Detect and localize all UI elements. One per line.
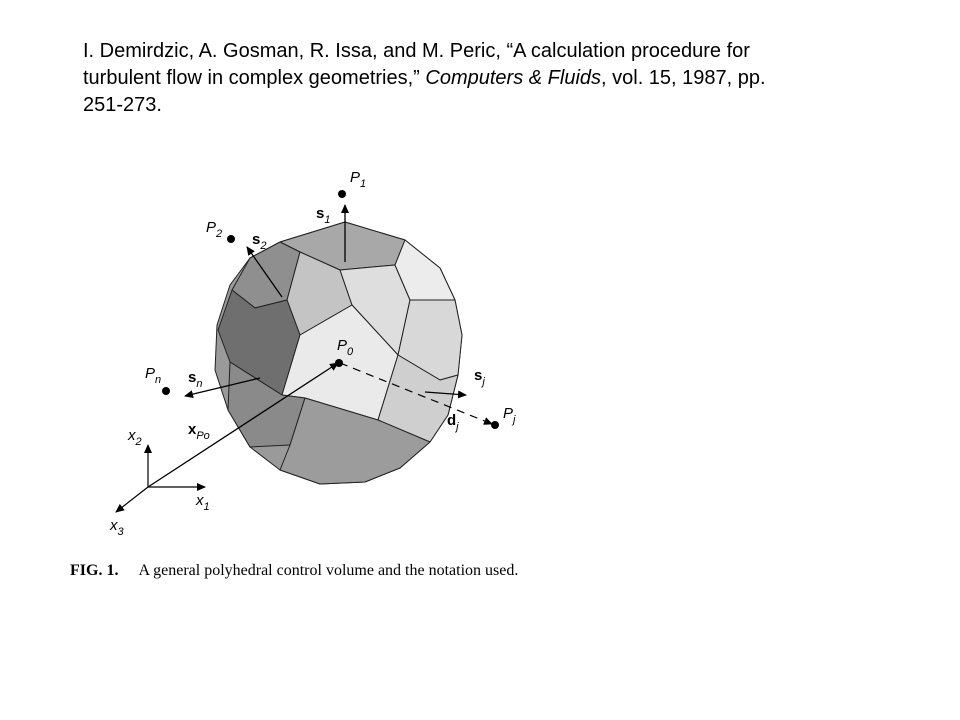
x3-axis <box>116 487 148 512</box>
label-pn: $P_n$ <box>145 365 162 386</box>
point-p0 <box>335 359 343 367</box>
citation-details: , vol. 15, 1987, pp. 251-273. <box>83 67 766 116</box>
citation-journal: Computers & Fluids <box>425 67 602 89</box>
label-dj: $d_j$ <box>447 412 459 433</box>
label-p2: $P_2$ <box>206 219 223 240</box>
label-p0: $P_0$ <box>337 337 354 358</box>
label-sj: $s_j$ <box>474 367 485 388</box>
figure-caption-text: A general polyhedral control volume and the notation used. <box>138 562 519 579</box>
label-s1: $s_1$ <box>316 205 331 226</box>
label-x3: $x_3$ <box>110 517 124 538</box>
citation-authors: I. Demirdzic, A. Gosman, R. Issa, and M. Peric, “A calculation procedure for turbulent flow in complex geometries,” <box>83 40 750 89</box>
figure-caption <box>70 562 518 580</box>
label-x2: $x_2$ <box>128 427 142 448</box>
label-p1: $P_1$ <box>350 169 367 190</box>
label-pj: $P_j$ <box>503 405 516 426</box>
point-p1 <box>338 190 346 198</box>
point-pj <box>491 421 499 429</box>
label-x1: $x_1$ <box>196 492 210 513</box>
label-sn: $s_n$ <box>188 369 203 390</box>
figure-number: FIG. 1. <box>70 562 119 579</box>
label-s2: $s_2$ <box>252 231 267 252</box>
label-xp0: $x_{Po}$ <box>188 421 210 442</box>
point-p2 <box>227 235 235 243</box>
point-pn <box>162 387 170 395</box>
